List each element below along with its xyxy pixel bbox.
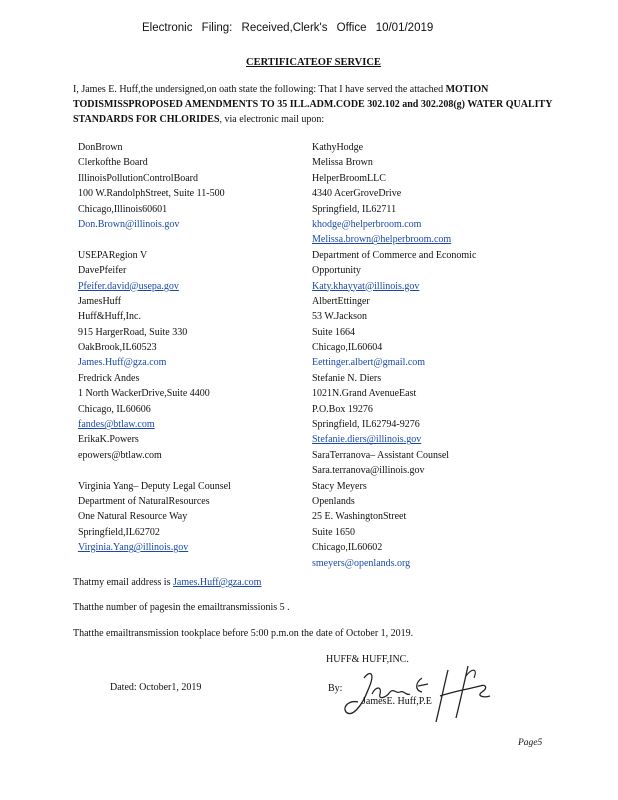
right-recipient-line: Stacy Meyers bbox=[312, 480, 367, 492]
intro-paragraph bbox=[73, 82, 553, 127]
right-recipient-line: Springfield, IL62711 bbox=[312, 203, 397, 215]
left-recipient-email-link[interactable]: Don.Brown@illinois.gov bbox=[78, 218, 180, 230]
right-recipient-email-link[interactable]: Melissa.brown@helperbroom.com bbox=[312, 234, 452, 246]
left-recipient-line: Chicago,Illinois60601 bbox=[78, 203, 168, 215]
handwritten-signature bbox=[336, 656, 496, 728]
right-recipient-line: KathyHodge bbox=[312, 142, 364, 153]
right-recipient-line: Chicago,IL60602 bbox=[312, 542, 383, 554]
left-recipient-line: One Natural Resource Way bbox=[78, 511, 188, 523]
pages-statement bbox=[73, 602, 290, 613]
right-recipient-line: Openlands bbox=[312, 495, 355, 507]
left-recipient-line: 915 HargerRoad, Suite 330 bbox=[78, 326, 188, 338]
left-recipient-line: DavePfeifer bbox=[78, 265, 127, 277]
left-recipient-line: Virginia Yang– Deputy Legal Counsel bbox=[78, 480, 231, 492]
left-recipient-line: Huff&Huff,Inc. bbox=[78, 311, 141, 323]
right-recipient-line: 53 W.Jackson bbox=[312, 311, 367, 323]
right-recipient-line: 4340 AcerGroveDrive bbox=[312, 188, 402, 200]
right-recipient-line: HelperBroomLLC bbox=[312, 172, 386, 184]
email-statement-text: Thatmy email address is bbox=[73, 577, 171, 588]
intro-tail: , via electronic mail upon: bbox=[219, 114, 325, 125]
right-recipient-line: Springfield, IL62794-9276 bbox=[312, 419, 420, 431]
left-recipient-line: Chicago, IL60606 bbox=[78, 403, 151, 415]
sender-email-link[interactable]: James.Huff@gza.com bbox=[172, 577, 262, 588]
right-recipient-line: Suite 1664 bbox=[312, 326, 356, 338]
dated-line: Dated: October1, 2019 bbox=[110, 682, 202, 693]
intro-lead: I, James E. Huff,the undersigned,on oath state the following: That I have served the attached bbox=[73, 84, 444, 95]
left-recipient-line: OakBrook,IL60523 bbox=[78, 342, 157, 354]
left-recipient-spacer bbox=[78, 463, 231, 478]
by-label: By: bbox=[328, 683, 343, 694]
pages-suffix: . bbox=[287, 602, 290, 613]
signer-name: JamesE. Huff,P.E bbox=[362, 696, 432, 707]
right-recipient-line: Department of Commerce and Economic bbox=[312, 249, 477, 261]
right-recipient-email-link[interactable]: Eettinger.albert@gmail.com bbox=[312, 357, 426, 369]
right-recipient-line: 1021N.Grand AvenueEast bbox=[312, 388, 417, 400]
left-recipient-line: DonBrown bbox=[78, 142, 123, 153]
right-recipient-line: Melissa Brown bbox=[312, 157, 373, 169]
efiling-header: Electronic Filing: Received,Clerk's Office 10/01/2019 bbox=[142, 22, 434, 34]
right-recipient-line: P.O.Box 19276 bbox=[312, 403, 373, 415]
left-recipient-email-link[interactable]: James.Huff@gza.com bbox=[78, 357, 167, 369]
firm-name: HUFF& HUFF,INC. bbox=[326, 654, 409, 665]
service-list-right bbox=[312, 140, 476, 571]
left-recipient-line: Fredrick Andes bbox=[78, 372, 140, 384]
right-recipient-line: Chicago,IL60604 bbox=[312, 342, 383, 354]
right-recipient-email-link[interactable]: Katy.khayyat@illinois.gov bbox=[312, 280, 420, 292]
left-recipient-email-link[interactable]: Virginia.Yang@illinois.gov bbox=[78, 542, 189, 554]
service-list-left bbox=[78, 140, 231, 556]
pages-count: 5 bbox=[279, 602, 285, 613]
left-recipient-line: 1 North WackerDrive,Suite 4400 bbox=[78, 388, 210, 400]
right-recipient-line: 25 E. WashingtonStreet bbox=[312, 511, 407, 523]
left-recipient-line: IllinoisPollutionControlBoard bbox=[78, 172, 199, 184]
left-recipient-line: Springfield,IL62702 bbox=[78, 526, 160, 538]
left-recipient-line: 100 W.RandolphStreet, Suite 11-500 bbox=[78, 188, 225, 200]
left-recipient-line: Department of NaturalResources bbox=[78, 495, 210, 507]
left-recipient-email-link[interactable]: fandes@btlaw.com bbox=[78, 419, 155, 431]
left-recipient-line: JamesHuff bbox=[78, 295, 122, 307]
right-recipient-line: Stefanie N. Diers bbox=[312, 372, 382, 384]
left-recipient-email-link[interactable]: Pfeifer.david@usepa.gov bbox=[78, 280, 179, 292]
left-recipient-line: USEPARegion V bbox=[78, 249, 148, 261]
left-recipient-line: epowers@btlaw.com bbox=[78, 449, 162, 461]
email-statement bbox=[73, 577, 261, 588]
left-recipient-spacer bbox=[78, 232, 231, 247]
right-recipient-line: Opportunity bbox=[312, 265, 361, 277]
right-recipient-email-link[interactable]: smeyers@openlands.org bbox=[312, 557, 411, 569]
right-recipient-line: SaraTerranova– Assistant Counsel bbox=[312, 449, 450, 461]
right-recipient-email-link[interactable]: khodge@helperbroom.com bbox=[312, 218, 422, 230]
left-recipient-line: Clerkofthe Board bbox=[78, 157, 148, 169]
right-recipient-line: Suite 1650 bbox=[312, 526, 356, 538]
right-recipient-line: AlbertEttinger bbox=[312, 295, 370, 307]
left-recipient-line: ErikaK.Powers bbox=[78, 434, 139, 446]
page-number: Page5 bbox=[518, 738, 543, 748]
intro-motion-title: MOTION TODISMISSPROPOSED AMENDMENTS TO 35 ILL.ADM.CODE 302.102 and 302.208(g) WATER QUALITY STANDARDS FOR CHLORIDES bbox=[73, 84, 553, 125]
time-statement: Thatthe emailtransmission tookplace before 5:00 p.m.on the date of October 1, 2019. bbox=[73, 628, 414, 639]
document-title: CERTIFICATEOF SERVICE bbox=[246, 57, 381, 68]
pages-statement-text: Thatthe number of pagesin the emailtransmissionis bbox=[73, 602, 278, 613]
right-recipient-email-link[interactable]: Stefanie.diers@illinois.gov bbox=[312, 434, 422, 446]
right-recipient-line: Sara.terranova@illinois.gov bbox=[312, 465, 425, 477]
